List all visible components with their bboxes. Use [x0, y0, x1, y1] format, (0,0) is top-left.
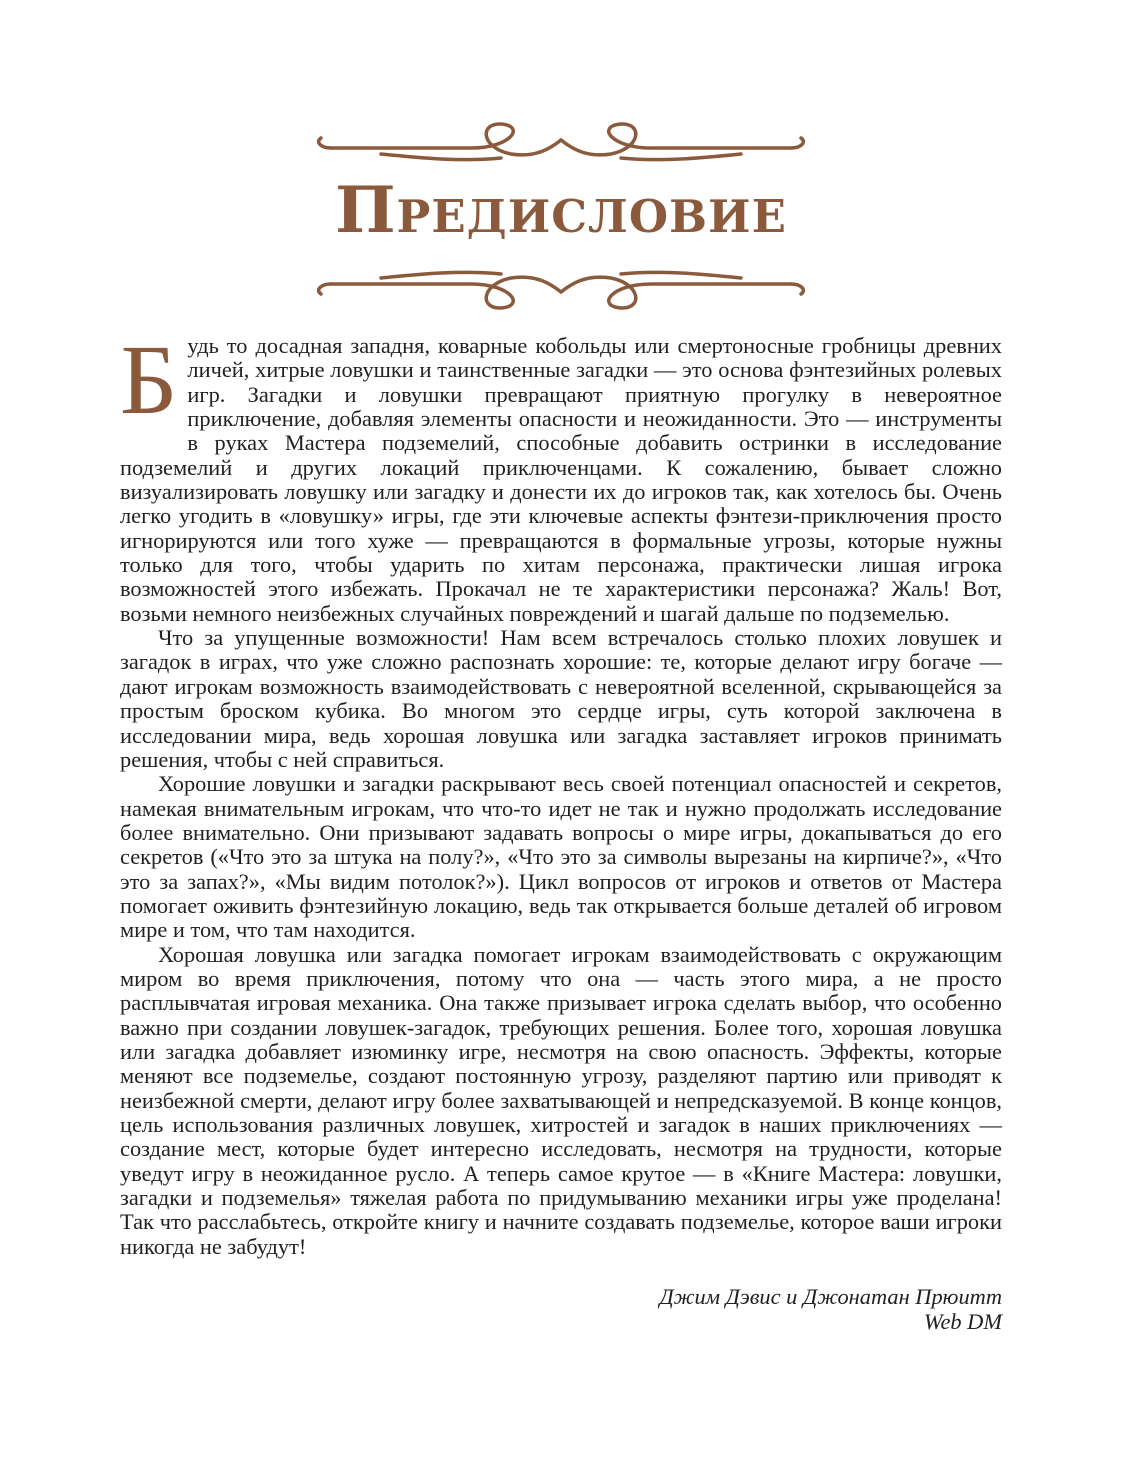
flourish-ornament-bottom	[311, 252, 811, 314]
page-title: Предисловие	[335, 173, 787, 248]
signature-org: Web DM	[923, 1308, 1002, 1334]
drop-cap: Б	[120, 324, 178, 435]
paragraph-3: Хорошие ловушки и загадки раскрывают весь своей потенциал опасностей и секретов, намекая внимательным игрокам, что что-то идет не так и нужно продолжать исследование более внимательно. Они призывают задавать вопросы о мире игры, докапываться до его секретов («Что это за штука на полу?», «Что это за символы вырезаны на кирпиче?», «Что это за запах?», «Мы видим потолок?»). Цикл вопросов от игроков и ответов от Мастера помогает оживить фэнтезийную локацию, ведь так открывается больше деталей об игровом мире и том, что там находится.	[120, 771, 1002, 943]
paragraph-2: Что за упущенные возможности! Нам всем встречалось столько плохих ловушек и загадок в играх, что уже сложно распознать хорошие: те, которые делают игру богаче — дают игрокам возможность взаимодействовать с невероятной вселенной, скрывающейся за простым броском кубика. Во многом это сердце игры, суть которой заключена в исследовании мира, ведь хорошая ловушка или загадка заставляет игроков принимать решения, чтобы с ней справиться.	[120, 625, 1002, 772]
paragraph-1	[120, 324, 1002, 626]
signature-authors: Джим Дэвис и Джонатан Прюитт	[659, 1284, 1002, 1309]
paragraph-4: Хорошая ловушка или загадка помогает игрокам взаимодействовать с окружающим миром во время приключения, потому что она — часть этого мира, а не просто расплывчатая игровая механика. Она также призывает игрока сделать выбор, что особенно важно при создании ловушек-загадок, требующих решения. Более того, хорошая ловушка или загадка добавляет изюминку игре, несмотря на свою опасность. Эффекты, которые меняют все подземелье, создают постоянную угрозу, разделяют партию или приводят к неизбежной смерти, делают игру более захватывающей и непредсказуемой. В конце концов, цель использования различных ловушек, хитростей и загадок в наших приключениях — создание мест, которые будет интересно исследовать, несмотря на трудности, которые уведут игру в неожиданное русло. А теперь самое крутое — в «Книге Мастера: ловушки, загадки и подземелья» тяжелая работа по придумыванию механики игры уже проделана! Так что расслабьтесь, откройте книгу и начните создавать подземелье, которое ваши игроки никогда не забудут!	[120, 941, 1002, 1259]
paragraph-text: удь то досадная западня, коварные кобольды или смертоносные гробницы древних личей, хитрые ловушки и таинственные загадки — это основа фэнтезийных ролевых игр. Загадки и ловушки превращают приятную прогулку в невероятное приключение, добавляя элементы опасности и неожиданности. Это — инструменты в руках Мастера подземелий, способные добавить остринки в исследование подземелий и других локаций приключенцами. К сожалению, бывает сложно визуализировать ловушку или загадку и донести их до игроков так, как хотелось бы. Очень легко угодить в «ловушку» игры, где эти ключевые аспекты фэнтези-приключения просто игнорируются или того хуже — превращаются в формальные угрозы, которые нужны только для того, чтобы ударить по хитам персонажа, практически лишая игрока возможностей этого избежать. Прокачал не те характеристики персонажа? Жаль! Вот, возьми немного неизбежных случайных повреждений и шагай дальше по подземелью.	[120, 333, 1002, 626]
signature	[659, 1285, 1002, 1334]
foreword-body	[120, 324, 1002, 1259]
